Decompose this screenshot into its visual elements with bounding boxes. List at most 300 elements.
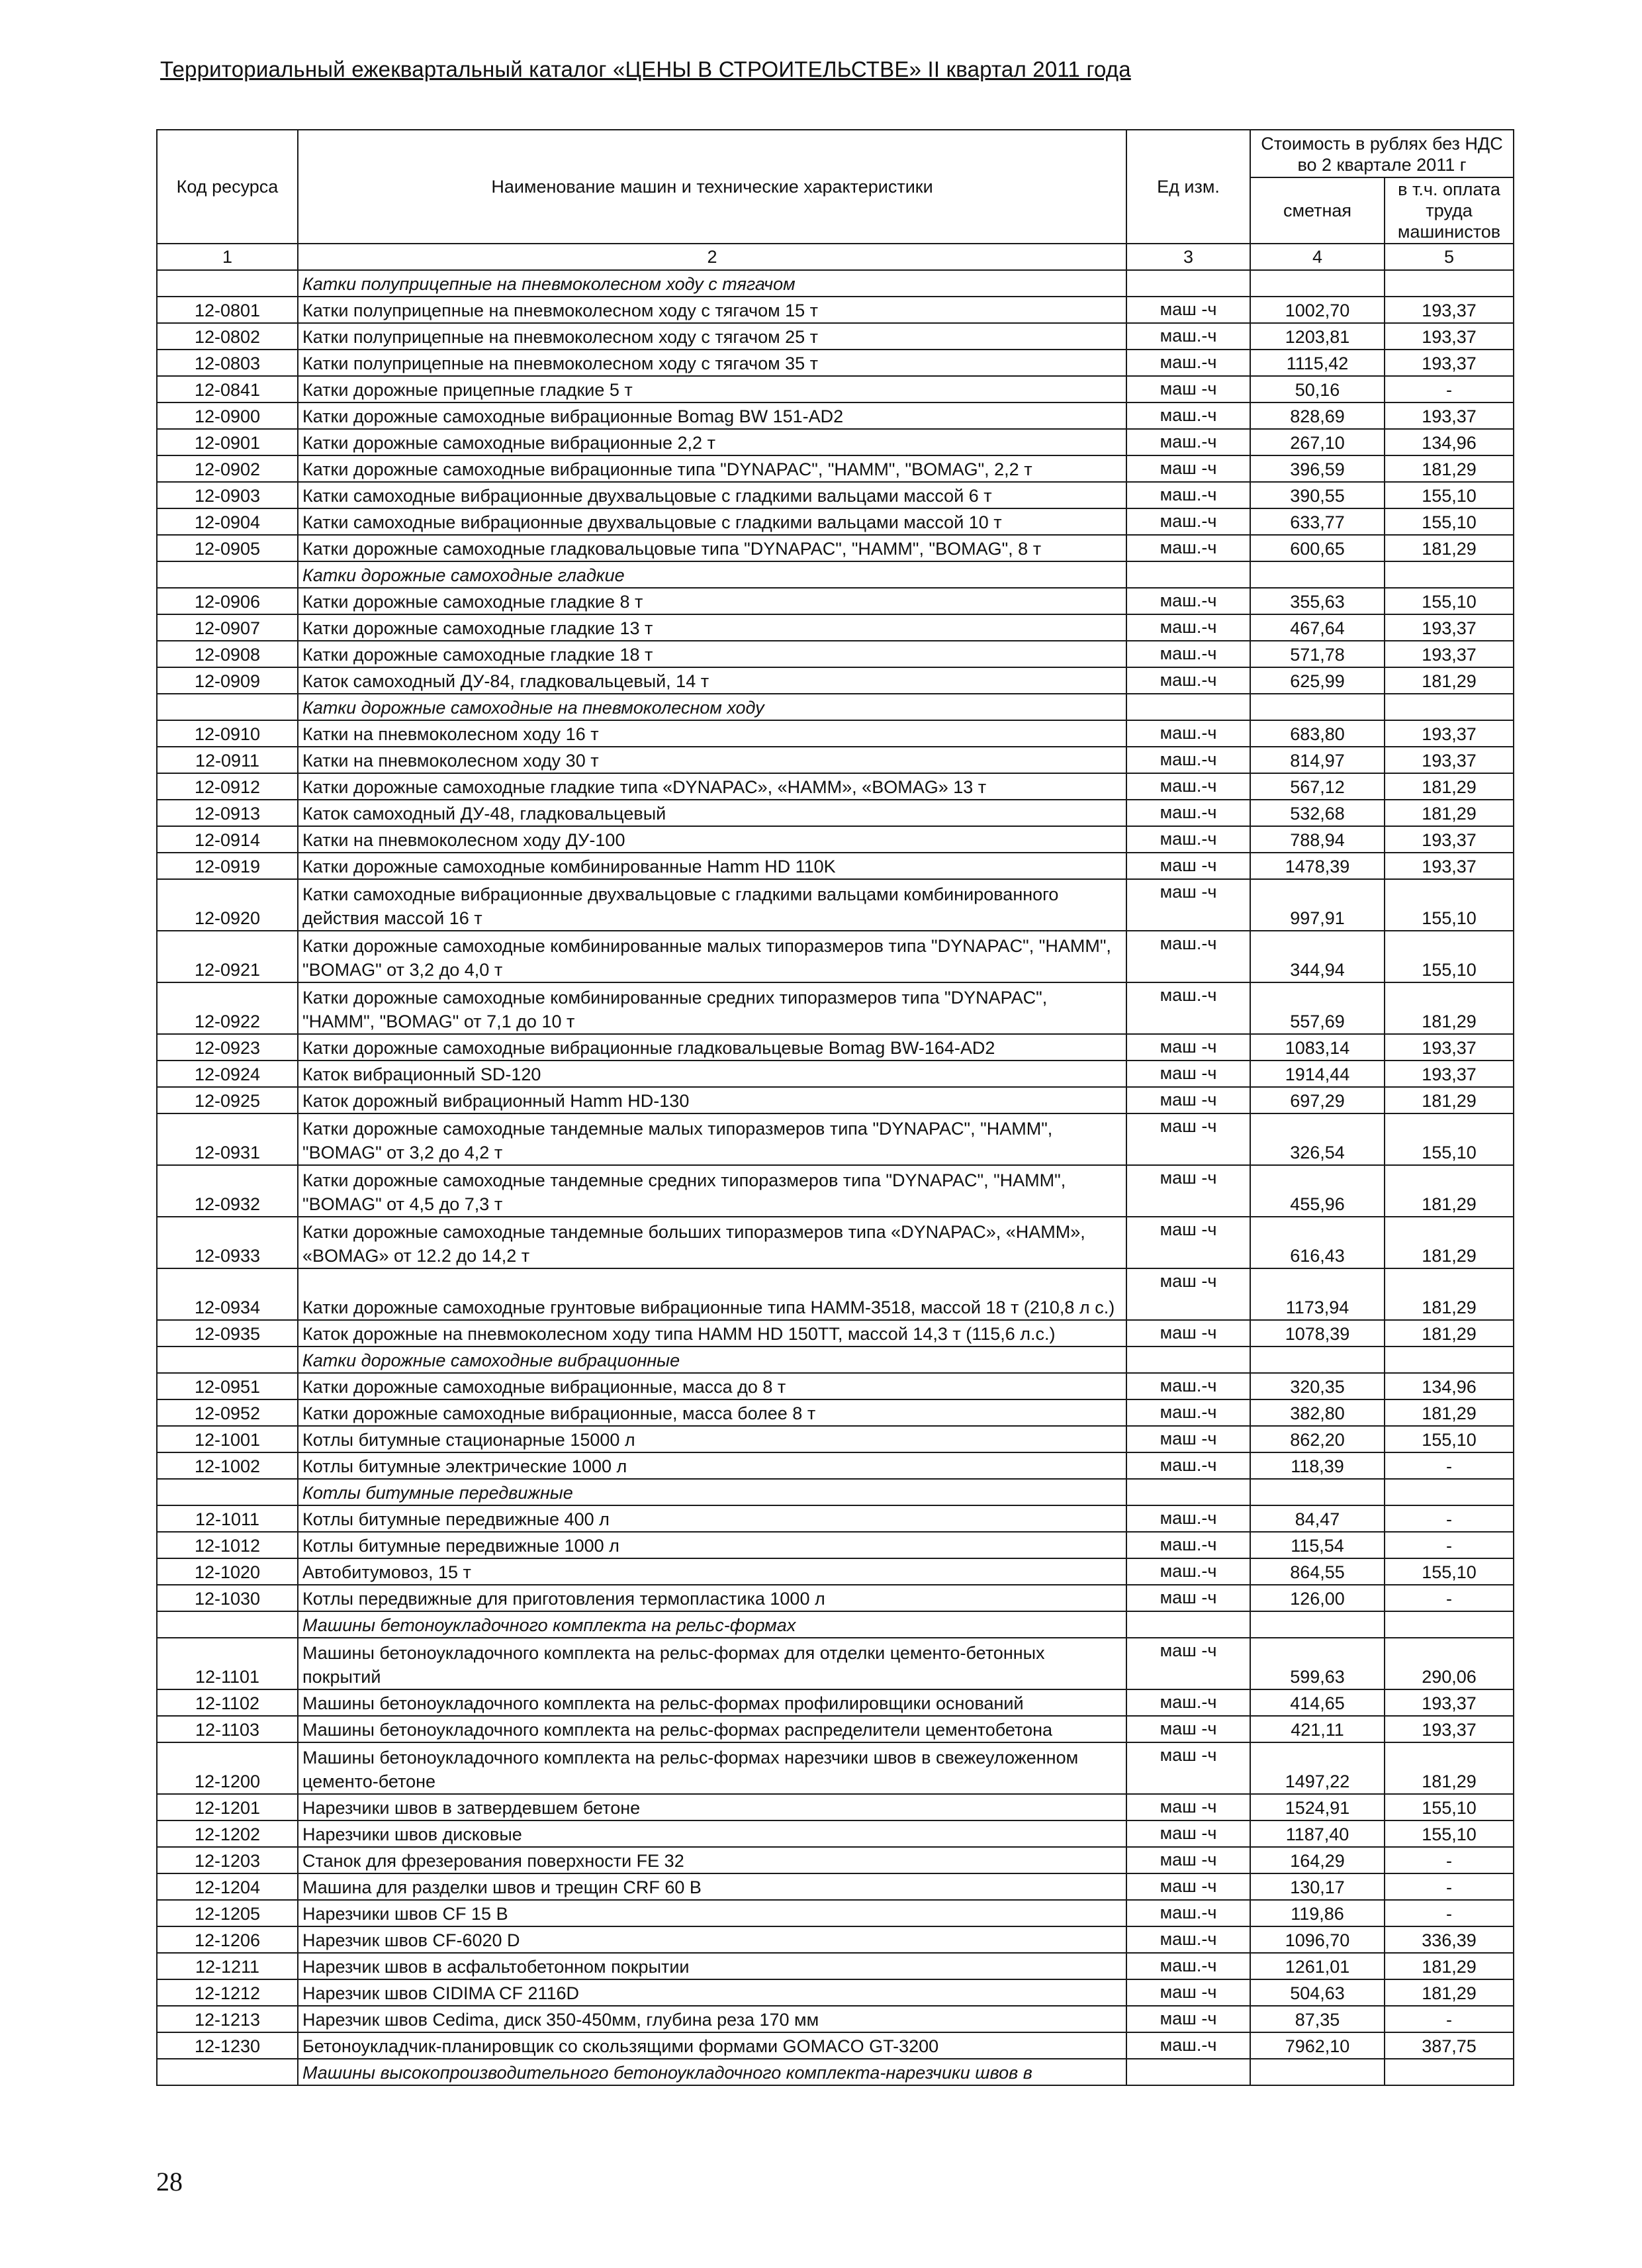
labor-cost-cell: 181,29 — [1385, 455, 1514, 482]
resource-code-cell: 12-1103 — [157, 1716, 298, 1742]
labor-cost-cell: 193,37 — [1385, 1689, 1514, 1716]
unit-cell: маш -ч — [1126, 376, 1250, 402]
labor-cost-cell — [1385, 1479, 1514, 1505]
estimated-cost-cell: 633,77 — [1250, 508, 1385, 535]
table-row — [157, 508, 1514, 535]
machine-name-cell: Каток дорожные на пневмоколесном ходу типа HAMM HD 150TT, массой 14,3 т (115,6 л.с.) — [298, 1320, 1126, 1347]
resource-code-cell: 12-0914 — [157, 826, 298, 853]
table-row — [157, 826, 1514, 853]
header-labor: в т.ч. оплата труда машинистов — [1385, 177, 1514, 244]
resource-code-cell: 12-0903 — [157, 482, 298, 508]
unit-cell: маш -ч — [1126, 1979, 1250, 2006]
table-row — [157, 931, 1514, 982]
resource-code-cell: 12-1002 — [157, 1452, 298, 1479]
estimated-cost-cell — [1250, 1479, 1385, 1505]
table-row — [157, 614, 1514, 641]
resource-code-cell: 12-0952 — [157, 1399, 298, 1426]
header-estimated: сметная — [1250, 177, 1385, 244]
table-row — [157, 1034, 1514, 1061]
resource-code-cell: 12-0906 — [157, 588, 298, 614]
labor-cost-cell: 155,10 — [1385, 1113, 1514, 1165]
resource-code-cell: 12-0932 — [157, 1165, 298, 1217]
resource-code-cell: 12-1212 — [157, 1979, 298, 2006]
unit-cell — [1126, 270, 1250, 297]
table-row — [157, 1820, 1514, 1847]
resource-code-cell: 12-0910 — [157, 720, 298, 747]
estimated-cost-cell: 504,63 — [1250, 1979, 1385, 2006]
estimated-cost-cell: 814,97 — [1250, 747, 1385, 773]
table-row — [157, 297, 1514, 323]
unit-cell: маш.-ч — [1126, 508, 1250, 535]
unit-cell: маш.-ч — [1126, 1399, 1250, 1426]
category-title-cell: Машины высокопроизводительного бетоноукладочного комплекта-нарезчики швов в — [298, 2059, 1126, 2085]
estimated-cost-cell: 997,91 — [1250, 879, 1385, 931]
category-row — [157, 2059, 1514, 2085]
estimated-cost-cell: 1203,81 — [1250, 323, 1385, 350]
category-row — [157, 694, 1514, 720]
labor-cost-cell: 181,29 — [1385, 982, 1514, 1034]
unit-cell: маш -ч — [1126, 1034, 1250, 1061]
resource-code-cell — [157, 561, 298, 588]
unit-cell: маш.-ч — [1126, 667, 1250, 694]
estimated-cost-cell: 320,35 — [1250, 1373, 1385, 1399]
table-row — [157, 2006, 1514, 2032]
labor-cost-cell: 193,37 — [1385, 1034, 1514, 1061]
resource-code-cell — [157, 1347, 298, 1373]
unit-cell — [1126, 2059, 1250, 2085]
machine-name-cell: Бетоноукладчик-планировщик со скользящими формами GOMACO GT-3200 — [298, 2032, 1126, 2059]
labor-cost-cell: 181,29 — [1385, 773, 1514, 800]
table-row — [157, 720, 1514, 747]
unit-cell: маш.-ч — [1126, 641, 1250, 667]
labor-cost-cell — [1385, 1611, 1514, 1638]
column-number: 4 — [1250, 244, 1385, 270]
estimated-cost-cell: 421,11 — [1250, 1716, 1385, 1742]
machine-name-cell: Катки дорожные самоходные вибрационные Bomag BW 151-AD2 — [298, 402, 1126, 429]
unit-cell: маш.-ч — [1126, 747, 1250, 773]
estimated-cost-cell: 828,69 — [1250, 402, 1385, 429]
estimated-cost-cell — [1250, 270, 1385, 297]
estimated-cost-cell — [1250, 2059, 1385, 2085]
estimated-cost-cell: 599,63 — [1250, 1638, 1385, 1689]
table-row — [157, 482, 1514, 508]
table-row — [157, 1979, 1514, 2006]
labor-cost-cell: 181,29 — [1385, 535, 1514, 561]
estimated-cost-cell: 118,39 — [1250, 1452, 1385, 1479]
estimated-cost-cell: 1173,94 — [1250, 1268, 1385, 1320]
unit-cell: маш -ч — [1126, 1113, 1250, 1165]
page-number: 28 — [156, 2167, 183, 2197]
labor-cost-cell: 181,29 — [1385, 667, 1514, 694]
table-row — [157, 879, 1514, 931]
unit-cell: маш.-ч — [1126, 982, 1250, 1034]
machine-name-cell: Катки дорожные самоходные вибрационные 2,2 т — [298, 429, 1126, 455]
unit-cell: маш -ч — [1126, 1638, 1250, 1689]
labor-cost-cell: 181,29 — [1385, 1953, 1514, 1979]
resource-code-cell: 12-0801 — [157, 297, 298, 323]
estimated-cost-cell: 532,68 — [1250, 800, 1385, 826]
labor-cost-cell: 193,37 — [1385, 297, 1514, 323]
unit-cell: маш.-ч — [1126, 588, 1250, 614]
unit-cell: маш -ч — [1126, 1820, 1250, 1847]
estimated-cost-cell: 1096,70 — [1250, 1926, 1385, 1953]
machine-name-cell: Катки полуприцепные на пневмоколесном ходу с тягачом 35 т — [298, 350, 1126, 376]
machine-name-cell: Катки дорожные самоходные тандемные больших типоразмеров типа «DYNAPAC», «HAMM», «BOMAG» от 12.2 до 14,2 т — [298, 1217, 1126, 1268]
resource-code-cell: 12-1201 — [157, 1794, 298, 1820]
resource-code-cell: 12-0912 — [157, 773, 298, 800]
table-row — [157, 800, 1514, 826]
unit-cell: маш.-ч — [1126, 1373, 1250, 1399]
estimated-cost-cell: 355,63 — [1250, 588, 1385, 614]
unit-cell: маш -ч — [1126, 1426, 1250, 1452]
machine-name-cell: Катки дорожные самоходные тандемные средних типоразмеров типа "DYNAPAC", "HAMM", "BOMAG" от 4,5 до 7,3 т — [298, 1165, 1126, 1217]
table-row — [157, 1689, 1514, 1716]
unit-cell: маш.-ч — [1126, 402, 1250, 429]
resource-code-cell: 12-0803 — [157, 350, 298, 376]
machine-name-cell: Катки полуприцепные на пневмоколесном ходу с тягачом 15 т — [298, 297, 1126, 323]
labor-cost-cell: 155,10 — [1385, 1794, 1514, 1820]
estimated-cost-cell: 1187,40 — [1250, 1820, 1385, 1847]
resource-code-cell: 12-1230 — [157, 2032, 298, 2059]
resource-code-cell: 12-0934 — [157, 1268, 298, 1320]
unit-cell: маш -ч — [1126, 1847, 1250, 1873]
resource-code-cell — [157, 2059, 298, 2085]
labor-cost-cell: 155,10 — [1385, 1558, 1514, 1585]
resource-code-cell — [157, 1611, 298, 1638]
labor-cost-cell: 181,29 — [1385, 1979, 1514, 2006]
labor-cost-cell: 193,37 — [1385, 402, 1514, 429]
machine-name-cell: Машины бетоноукладочного комплекта на рельс-формах распределители цементобетона — [298, 1716, 1126, 1742]
resource-code-cell: 12-1202 — [157, 1820, 298, 1847]
machine-name-cell: Катки дорожные самоходные гладкие 13 т — [298, 614, 1126, 641]
header-cost-group: Стоимость в рублях без НДС во 2 квартале 2011 г — [1250, 130, 1514, 177]
unit-cell: маш.-ч — [1126, 931, 1250, 982]
unit-cell: маш -ч — [1126, 879, 1250, 931]
resource-code-cell: 12-0922 — [157, 982, 298, 1034]
estimated-cost-cell — [1250, 694, 1385, 720]
machine-name-cell: Станок для фрезерования поверхности FE 32 — [298, 1847, 1126, 1873]
category-title-cell: Машины бетоноукладочного комплекта на рельс-формах — [298, 1611, 1126, 1638]
unit-cell: маш -ч — [1126, 297, 1250, 323]
estimated-cost-cell: 164,29 — [1250, 1847, 1385, 1873]
resource-code-cell: 12-0923 — [157, 1034, 298, 1061]
table-row — [157, 641, 1514, 667]
labor-cost-cell: 134,96 — [1385, 429, 1514, 455]
labor-cost-cell: - — [1385, 2006, 1514, 2032]
table-row — [157, 535, 1514, 561]
estimated-cost-cell: 1914,44 — [1250, 1061, 1385, 1087]
resource-code-cell: 12-0919 — [157, 853, 298, 879]
machine-name-cell: Котлы битумные передвижные 1000 л — [298, 1532, 1126, 1558]
estimated-cost-cell: 126,00 — [1250, 1585, 1385, 1611]
resource-code-cell: 12-0924 — [157, 1061, 298, 1087]
estimated-cost-cell: 87,35 — [1250, 2006, 1385, 2032]
estimated-cost-cell: 390,55 — [1250, 482, 1385, 508]
table-row — [157, 1953, 1514, 1979]
resource-code-cell — [157, 1479, 298, 1505]
table-row — [157, 1716, 1514, 1742]
resource-code-cell: 12-1206 — [157, 1926, 298, 1953]
machine-name-cell: Нарезчик швов в асфальтобетонном покрытии — [298, 1953, 1126, 1979]
category-title-cell: Катки полуприцепные на пневмоколесном ходу с тягачом — [298, 270, 1126, 297]
page-title: Территориальный ежеквартальный каталог «ЦЕНЫ В СТРОИТЕЛЬСТВЕ» II квартал 2011 года — [160, 57, 1131, 81]
resource-code-cell: 12-1205 — [157, 1900, 298, 1926]
labor-cost-cell: 181,29 — [1385, 1320, 1514, 1347]
table-row — [157, 1399, 1514, 1426]
machine-name-cell: Нарезчики швов CF 15 B — [298, 1900, 1126, 1926]
resource-code-cell: 12-1211 — [157, 1953, 298, 1979]
machine-name-cell: Катки дорожные самоходные тандемные малых типоразмеров типа "DYNAPAC", "HAMM", "BOMAG" от 3,2 до 4,2 т — [298, 1113, 1126, 1165]
estimated-cost-cell: 616,43 — [1250, 1217, 1385, 1268]
table-row — [157, 1320, 1514, 1347]
unit-cell: маш.-ч — [1126, 1953, 1250, 1979]
machine-name-cell: Катки самоходные вибрационные двухвальцовые с гладкими вальцами комбинированного действия массой 16 т — [298, 879, 1126, 931]
table-row — [157, 350, 1514, 376]
table-row — [157, 323, 1514, 350]
estimated-cost-cell: 267,10 — [1250, 429, 1385, 455]
estimated-cost-cell: 326,54 — [1250, 1113, 1385, 1165]
resource-code-cell — [157, 694, 298, 720]
machine-name-cell: Котлы битумные стационарные 15000 л — [298, 1426, 1126, 1452]
estimated-cost-cell: 1524,91 — [1250, 1794, 1385, 1820]
resource-code-cell: 12-1200 — [157, 1742, 298, 1794]
resource-code-cell: 12-0901 — [157, 429, 298, 455]
unit-cell: маш.-ч — [1126, 800, 1250, 826]
labor-cost-cell: 155,10 — [1385, 1426, 1514, 1452]
unit-cell: маш.-ч — [1126, 350, 1250, 376]
table-row — [157, 2032, 1514, 2059]
unit-cell: маш -ч — [1126, 1087, 1250, 1113]
machine-name-cell: Каток дорожный вибрационный Hamm HD-130 — [298, 1087, 1126, 1113]
table-row — [157, 1217, 1514, 1268]
estimated-cost-cell — [1250, 561, 1385, 588]
unit-cell: маш.-ч — [1126, 1926, 1250, 1953]
unit-cell: маш -ч — [1126, 1742, 1250, 1794]
unit-cell: маш.-ч — [1126, 323, 1250, 350]
resource-code-cell: 12-1213 — [157, 2006, 298, 2032]
estimated-cost-cell: 600,65 — [1250, 535, 1385, 561]
unit-cell: маш.-ч — [1126, 614, 1250, 641]
labor-cost-cell: 181,29 — [1385, 1742, 1514, 1794]
estimated-cost-cell: 788,94 — [1250, 826, 1385, 853]
labor-cost-cell: - — [1385, 1847, 1514, 1873]
unit-cell: маш.-ч — [1126, 720, 1250, 747]
machine-name-cell: Катки на пневмоколесном ходу ДУ-100 — [298, 826, 1126, 853]
resource-code-cell: 12-0802 — [157, 323, 298, 350]
labor-cost-cell: 155,10 — [1385, 588, 1514, 614]
resource-code-cell: 12-0920 — [157, 879, 298, 931]
machine-name-cell: Машина для разделки швов и трещин CRF 60 B — [298, 1873, 1126, 1900]
table-row — [157, 667, 1514, 694]
header-code: Код ресурса — [157, 130, 298, 244]
labor-cost-cell — [1385, 1347, 1514, 1373]
table-row — [157, 747, 1514, 773]
estimated-cost-cell: 115,54 — [1250, 1532, 1385, 1558]
labor-cost-cell: 134,96 — [1385, 1373, 1514, 1399]
estimated-cost-cell: 396,59 — [1250, 455, 1385, 482]
unit-cell: маш.-ч — [1126, 482, 1250, 508]
table-row — [157, 982, 1514, 1034]
table-row — [157, 402, 1514, 429]
resource-code-cell: 12-0911 — [157, 747, 298, 773]
table-row — [157, 1585, 1514, 1611]
unit-cell: маш.-ч — [1126, 535, 1250, 561]
table-row — [157, 1452, 1514, 1479]
unit-cell: маш.-ч — [1126, 826, 1250, 853]
unit-cell: маш -ч — [1126, 1794, 1250, 1820]
table-row — [157, 1873, 1514, 1900]
estimated-cost-cell: 683,80 — [1250, 720, 1385, 747]
unit-cell: маш -ч — [1126, 1716, 1250, 1742]
unit-cell: маш -ч — [1126, 1268, 1250, 1320]
unit-cell: маш -ч — [1126, 1585, 1250, 1611]
table-row — [157, 1742, 1514, 1794]
labor-cost-cell: 155,10 — [1385, 931, 1514, 982]
resource-code-cell: 12-0900 — [157, 402, 298, 429]
machine-name-cell: Машины бетоноукладочного комплекта на рельс-формах нарезчики швов в свежеуложенном цементо-бетоне — [298, 1742, 1126, 1794]
labor-cost-cell — [1385, 561, 1514, 588]
category-title-cell: Катки дорожные самоходные вибрационные — [298, 1347, 1126, 1373]
resource-code-cell: 12-0909 — [157, 667, 298, 694]
machine-name-cell: Катки дорожные самоходные комбинированные Hamm HD 110K — [298, 853, 1126, 879]
estimated-cost-cell: 1078,39 — [1250, 1320, 1385, 1347]
category-row — [157, 1479, 1514, 1505]
resource-code-cell: 12-0931 — [157, 1113, 298, 1165]
column-number: 1 — [157, 244, 298, 270]
unit-cell: маш.-ч — [1126, 2032, 1250, 2059]
unit-cell: маш -ч — [1126, 1873, 1250, 1900]
labor-cost-cell: 336,39 — [1385, 1926, 1514, 1953]
unit-cell: маш.-ч — [1126, 1900, 1250, 1926]
machine-name-cell: Катки дорожные самоходные вибрационные, масса до 8 т — [298, 1373, 1126, 1399]
unit-cell — [1126, 561, 1250, 588]
unit-cell: маш -ч — [1126, 1165, 1250, 1217]
resource-code-cell: 12-1012 — [157, 1532, 298, 1558]
labor-cost-cell: 290,06 — [1385, 1638, 1514, 1689]
resource-code-cell: 12-0951 — [157, 1373, 298, 1399]
table-row — [157, 773, 1514, 800]
labor-cost-cell: 181,29 — [1385, 1217, 1514, 1268]
resource-code-cell: 12-0921 — [157, 931, 298, 982]
price-table — [156, 129, 1514, 2086]
resource-code-cell: 12-0902 — [157, 455, 298, 482]
labor-cost-cell: - — [1385, 1532, 1514, 1558]
resource-code-cell — [157, 270, 298, 297]
category-title-cell: Котлы битумные передвижные — [298, 1479, 1126, 1505]
table-row — [157, 1165, 1514, 1217]
estimated-cost-cell: 571,78 — [1250, 641, 1385, 667]
labor-cost-cell: 181,29 — [1385, 1399, 1514, 1426]
resource-code-cell: 12-1030 — [157, 1585, 298, 1611]
machine-name-cell: Катки дорожные самоходные гладкие типа «DYNAPAC», «HAMM», «BOMAG» 13 т — [298, 773, 1126, 800]
column-number: 3 — [1126, 244, 1250, 270]
machine-name-cell: Катки дорожные прицепные гладкие 5 т — [298, 376, 1126, 402]
resource-code-cell: 12-1101 — [157, 1638, 298, 1689]
machine-name-cell: Каток самоходный ДУ-84, гладковальцевый, 14 т — [298, 667, 1126, 694]
estimated-cost-cell: 344,94 — [1250, 931, 1385, 982]
machine-name-cell: Катки дорожные самоходные вибрационные типа "DYNAPAC", "HAMM", "BOMAG", 2,2 т — [298, 455, 1126, 482]
table-row — [157, 1268, 1514, 1320]
estimated-cost-cell — [1250, 1347, 1385, 1373]
table-row — [157, 376, 1514, 402]
estimated-cost-cell: 557,69 — [1250, 982, 1385, 1034]
labor-cost-cell: 193,37 — [1385, 1716, 1514, 1742]
table-row — [157, 1926, 1514, 1953]
machine-name-cell: Катки на пневмоколесном ходу 30 т — [298, 747, 1126, 773]
table-row — [157, 1505, 1514, 1532]
estimated-cost-cell: 697,29 — [1250, 1087, 1385, 1113]
resource-code-cell: 12-0904 — [157, 508, 298, 535]
estimated-cost-cell: 1083,14 — [1250, 1034, 1385, 1061]
estimated-cost-cell: 1115,42 — [1250, 350, 1385, 376]
estimated-cost-cell: 84,47 — [1250, 1505, 1385, 1532]
unit-cell: маш.-ч — [1126, 1505, 1250, 1532]
category-row — [157, 1347, 1514, 1373]
machine-name-cell: Катки полуприцепные на пневмоколесном ходу с тягачом 25 т — [298, 323, 1126, 350]
resource-code-cell: 12-0935 — [157, 1320, 298, 1347]
labor-cost-cell: 193,37 — [1385, 641, 1514, 667]
estimated-cost-cell: 864,55 — [1250, 1558, 1385, 1585]
labor-cost-cell: 193,37 — [1385, 853, 1514, 879]
labor-cost-cell: 181,29 — [1385, 1087, 1514, 1113]
unit-cell: маш -ч — [1126, 1061, 1250, 1087]
resource-code-cell: 12-0908 — [157, 641, 298, 667]
unit-cell: маш -ч — [1126, 853, 1250, 879]
resource-code-cell: 12-0925 — [157, 1087, 298, 1113]
estimated-cost-cell: 414,65 — [1250, 1689, 1385, 1716]
machine-name-cell: Машины бетоноукладочного комплекта на рельс-формах для отделки цементо-бетонных покрытий — [298, 1638, 1126, 1689]
machine-name-cell: Каток вибрационный SD-120 — [298, 1061, 1126, 1087]
labor-cost-cell: 193,37 — [1385, 720, 1514, 747]
machine-name-cell: Катки дорожные самоходные комбинированные средних типоразмеров типа "DYNAPAC", "HAMM", "BOMAG" от 7,1 до 10 т — [298, 982, 1126, 1034]
labor-cost-cell: - — [1385, 1585, 1514, 1611]
table-row — [157, 1532, 1514, 1558]
machine-name-cell: Нарезчики швов дисковые — [298, 1820, 1126, 1847]
labor-cost-cell: 193,37 — [1385, 323, 1514, 350]
estimated-cost-cell: 625,99 — [1250, 667, 1385, 694]
estimated-cost-cell: 1261,01 — [1250, 1953, 1385, 1979]
table-row — [157, 1847, 1514, 1873]
unit-cell: маш -ч — [1126, 1217, 1250, 1268]
labor-cost-cell: - — [1385, 1900, 1514, 1926]
estimated-cost-cell: 1497,22 — [1250, 1742, 1385, 1794]
labor-cost-cell: 181,29 — [1385, 1165, 1514, 1217]
estimated-cost-cell: 382,80 — [1250, 1399, 1385, 1426]
machine-name-cell: Катки дорожные самоходные грунтовые вибрационные типа HAMM-3518, массой 18 т (210,8 л с.) — [298, 1268, 1126, 1320]
estimated-cost-cell: 567,12 — [1250, 773, 1385, 800]
machine-name-cell: Нарезчик швов CIDIMA CF 2116D — [298, 1979, 1126, 2006]
labor-cost-cell: - — [1385, 1452, 1514, 1479]
table-row — [157, 1061, 1514, 1087]
unit-cell: маш -ч — [1126, 455, 1250, 482]
header-unit: Ед изм. — [1126, 130, 1250, 244]
estimated-cost-cell: 455,96 — [1250, 1165, 1385, 1217]
resource-code-cell: 12-0933 — [157, 1217, 298, 1268]
machine-name-cell: Катки на пневмоколесном ходу 16 т — [298, 720, 1126, 747]
machine-name-cell: Катки самоходные вибрационные двухвальцовые с гладкими вальцами массой 10 т — [298, 508, 1126, 535]
unit-cell — [1126, 1479, 1250, 1505]
category-title-cell: Катки дорожные самоходные гладкие — [298, 561, 1126, 588]
machine-name-cell: Катки дорожные самоходные гладковальцовые типа "DYNAPAC", "HAMM", "BOMAG", 8 т — [298, 535, 1126, 561]
unit-cell: маш -ч — [1126, 1320, 1250, 1347]
estimated-cost-cell: 119,86 — [1250, 1900, 1385, 1926]
labor-cost-cell: 193,37 — [1385, 1061, 1514, 1087]
resource-code-cell: 12-1011 — [157, 1505, 298, 1532]
unit-cell: маш -ч — [1126, 2006, 1250, 2032]
machine-name-cell: Котлы битумные электрические 1000 л — [298, 1452, 1126, 1479]
machine-name-cell: Катки дорожные самоходные комбинированные малых типоразмеров типа "DYNAPAC", "HAMM", "BOMAG" от 3,2 до 4,0 т — [298, 931, 1126, 982]
machine-name-cell: Котлы битумные передвижные 400 л — [298, 1505, 1126, 1532]
